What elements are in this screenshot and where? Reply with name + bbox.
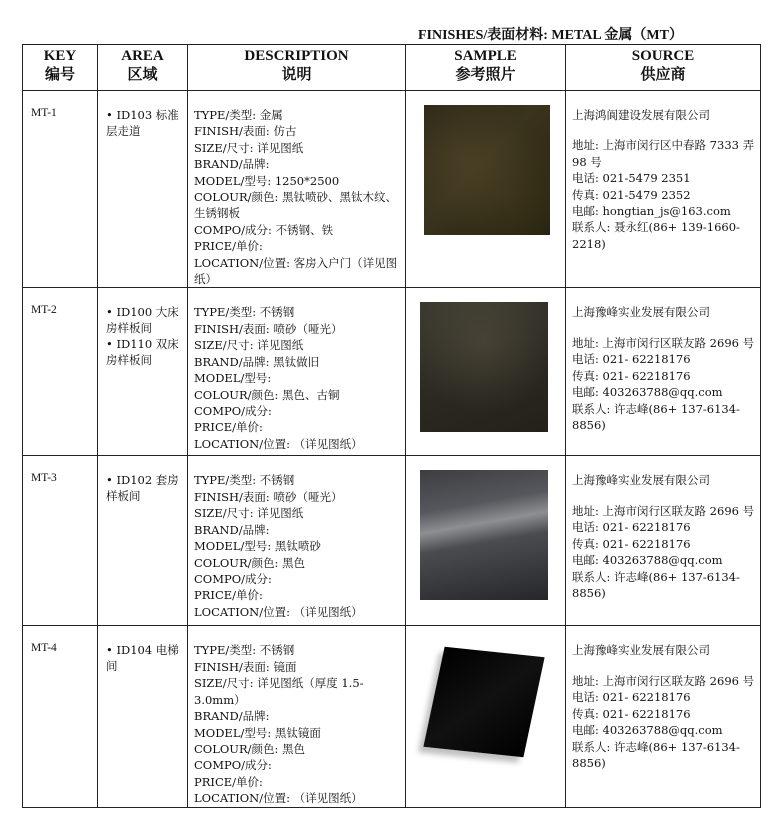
- header-area: AREA 区域: [98, 45, 188, 91]
- description-cell: TYPE/类型: 不锈钢 FINISH/表面: 喷砂（哑光） SIZE/尺寸: 详见图纸 BRAND/品牌: 黑钛做旧 MODEL/型号: COLOUR/颜色: 黑色、古铜 COMPO/成分: PRICE/单价: LOCATION/位置: （详见图纸）: [188, 288, 406, 456]
- table-row: [23, 626, 761, 807]
- sample-photo: [420, 302, 548, 432]
- description-cell: TYPE/类型: 金属 FINISH/表面: 仿古 SIZE/尺寸: 详见图纸 BRAND/品牌: MODEL/型号: 1250*2500 COLOUR/颜色: 黑钛喷砂、黑钛木纹、生锈钢板 COMPO/成分: 不锈钢、铁 PRICE/单价: LOCATION/位置: 客房入户门（详见图纸）: [188, 91, 406, 288]
- area-cell: • ID103 标准层走道: [98, 91, 188, 288]
- key-cell: MT-3: [23, 456, 98, 626]
- source-cell: 上海豫峰实业发展有限公司 地址: 上海市闵行区联友路 2696 号 电话: 021- 62218176 传真: 021- 62218176 电邮: 403263788@qq.com 联系人: 许志峰(86+ 137-6134-8856): [566, 456, 761, 626]
- sample-photo: [424, 105, 550, 235]
- sample-cell: [406, 91, 566, 288]
- key-cell: MT-4: [23, 626, 98, 807]
- header-description: DESCRIPTION 说明: [188, 45, 406, 91]
- source-cell: 上海豫峰实业发展有限公司 地址: 上海市闵行区联友路 2696 号 电话: 021- 62218176 传真: 021- 62218176 电邮: 403263788@qq.com 联系人: 许志峰(86+ 137-6134-8856): [566, 626, 761, 807]
- header-sample: SAMPLE 参考照片: [406, 45, 566, 91]
- area-cell: • ID100 大床房样板间 • ID110 双床房样板间: [98, 288, 188, 456]
- source-cell: 上海鸿阆建设发展有限公司 地址: 上海市闵行区中春路 7333 弄 98 号 电话: 021-5479 2351 传真: 021-5479 2352 电邮: hongtian_js@163.com 联系人: 聂永红(86+ 139-1660-2218): [566, 91, 761, 288]
- sample-cell: [406, 456, 566, 626]
- table-row: [23, 288, 761, 456]
- table-row: [23, 91, 761, 288]
- page-title: FINISHES/表面材料: METAL 金属（MT）: [418, 28, 683, 43]
- description-cell: TYPE/类型: 不锈钢 FINISH/表面: 喷砂（哑光） SIZE/尺寸: 详见图纸 BRAND/品牌: MODEL/型号: 黑钛喷砂 COLOUR/颜色: 黑色 COMPO/成分: PRICE/单价: LOCATION/位置: （详见图纸）: [188, 456, 406, 626]
- table-header-row: [23, 45, 761, 91]
- sample-photo: [420, 470, 548, 600]
- header-key: KEY 编号: [23, 45, 98, 91]
- area-cell: • ID104 电梯间: [98, 626, 188, 807]
- source-cell: 上海豫峰实业发展有限公司 地址: 上海市闵行区联友路 2696 号 电话: 021- 62218176 传真: 021- 62218176 电邮: 403263788@qq.com 联系人: 许志峰(86+ 137-6134-8856): [566, 288, 761, 456]
- sample-photo: [423, 647, 544, 758]
- sample-cell: [406, 626, 566, 807]
- table-row: [23, 456, 761, 626]
- finishes-table: [22, 44, 761, 808]
- sample-cell: [406, 288, 566, 456]
- key-cell: MT-1: [23, 91, 98, 288]
- key-cell: MT-2: [23, 288, 98, 456]
- description-cell: TYPE/类型: 不锈钢 FINISH/表面: 镜面 SIZE/尺寸: 详见图纸（厚度 1.5-3.0mm） BRAND/品牌: MODEL/型号: 黑钛镜面 COLOUR/颜色: 黑色 COMPO/成分: PRICE/单价: LOCATION/位置: （详见图纸）: [188, 626, 406, 807]
- header-source: SOURCE 供应商: [566, 45, 761, 91]
- area-cell: • ID102 套房样板间: [98, 456, 188, 626]
